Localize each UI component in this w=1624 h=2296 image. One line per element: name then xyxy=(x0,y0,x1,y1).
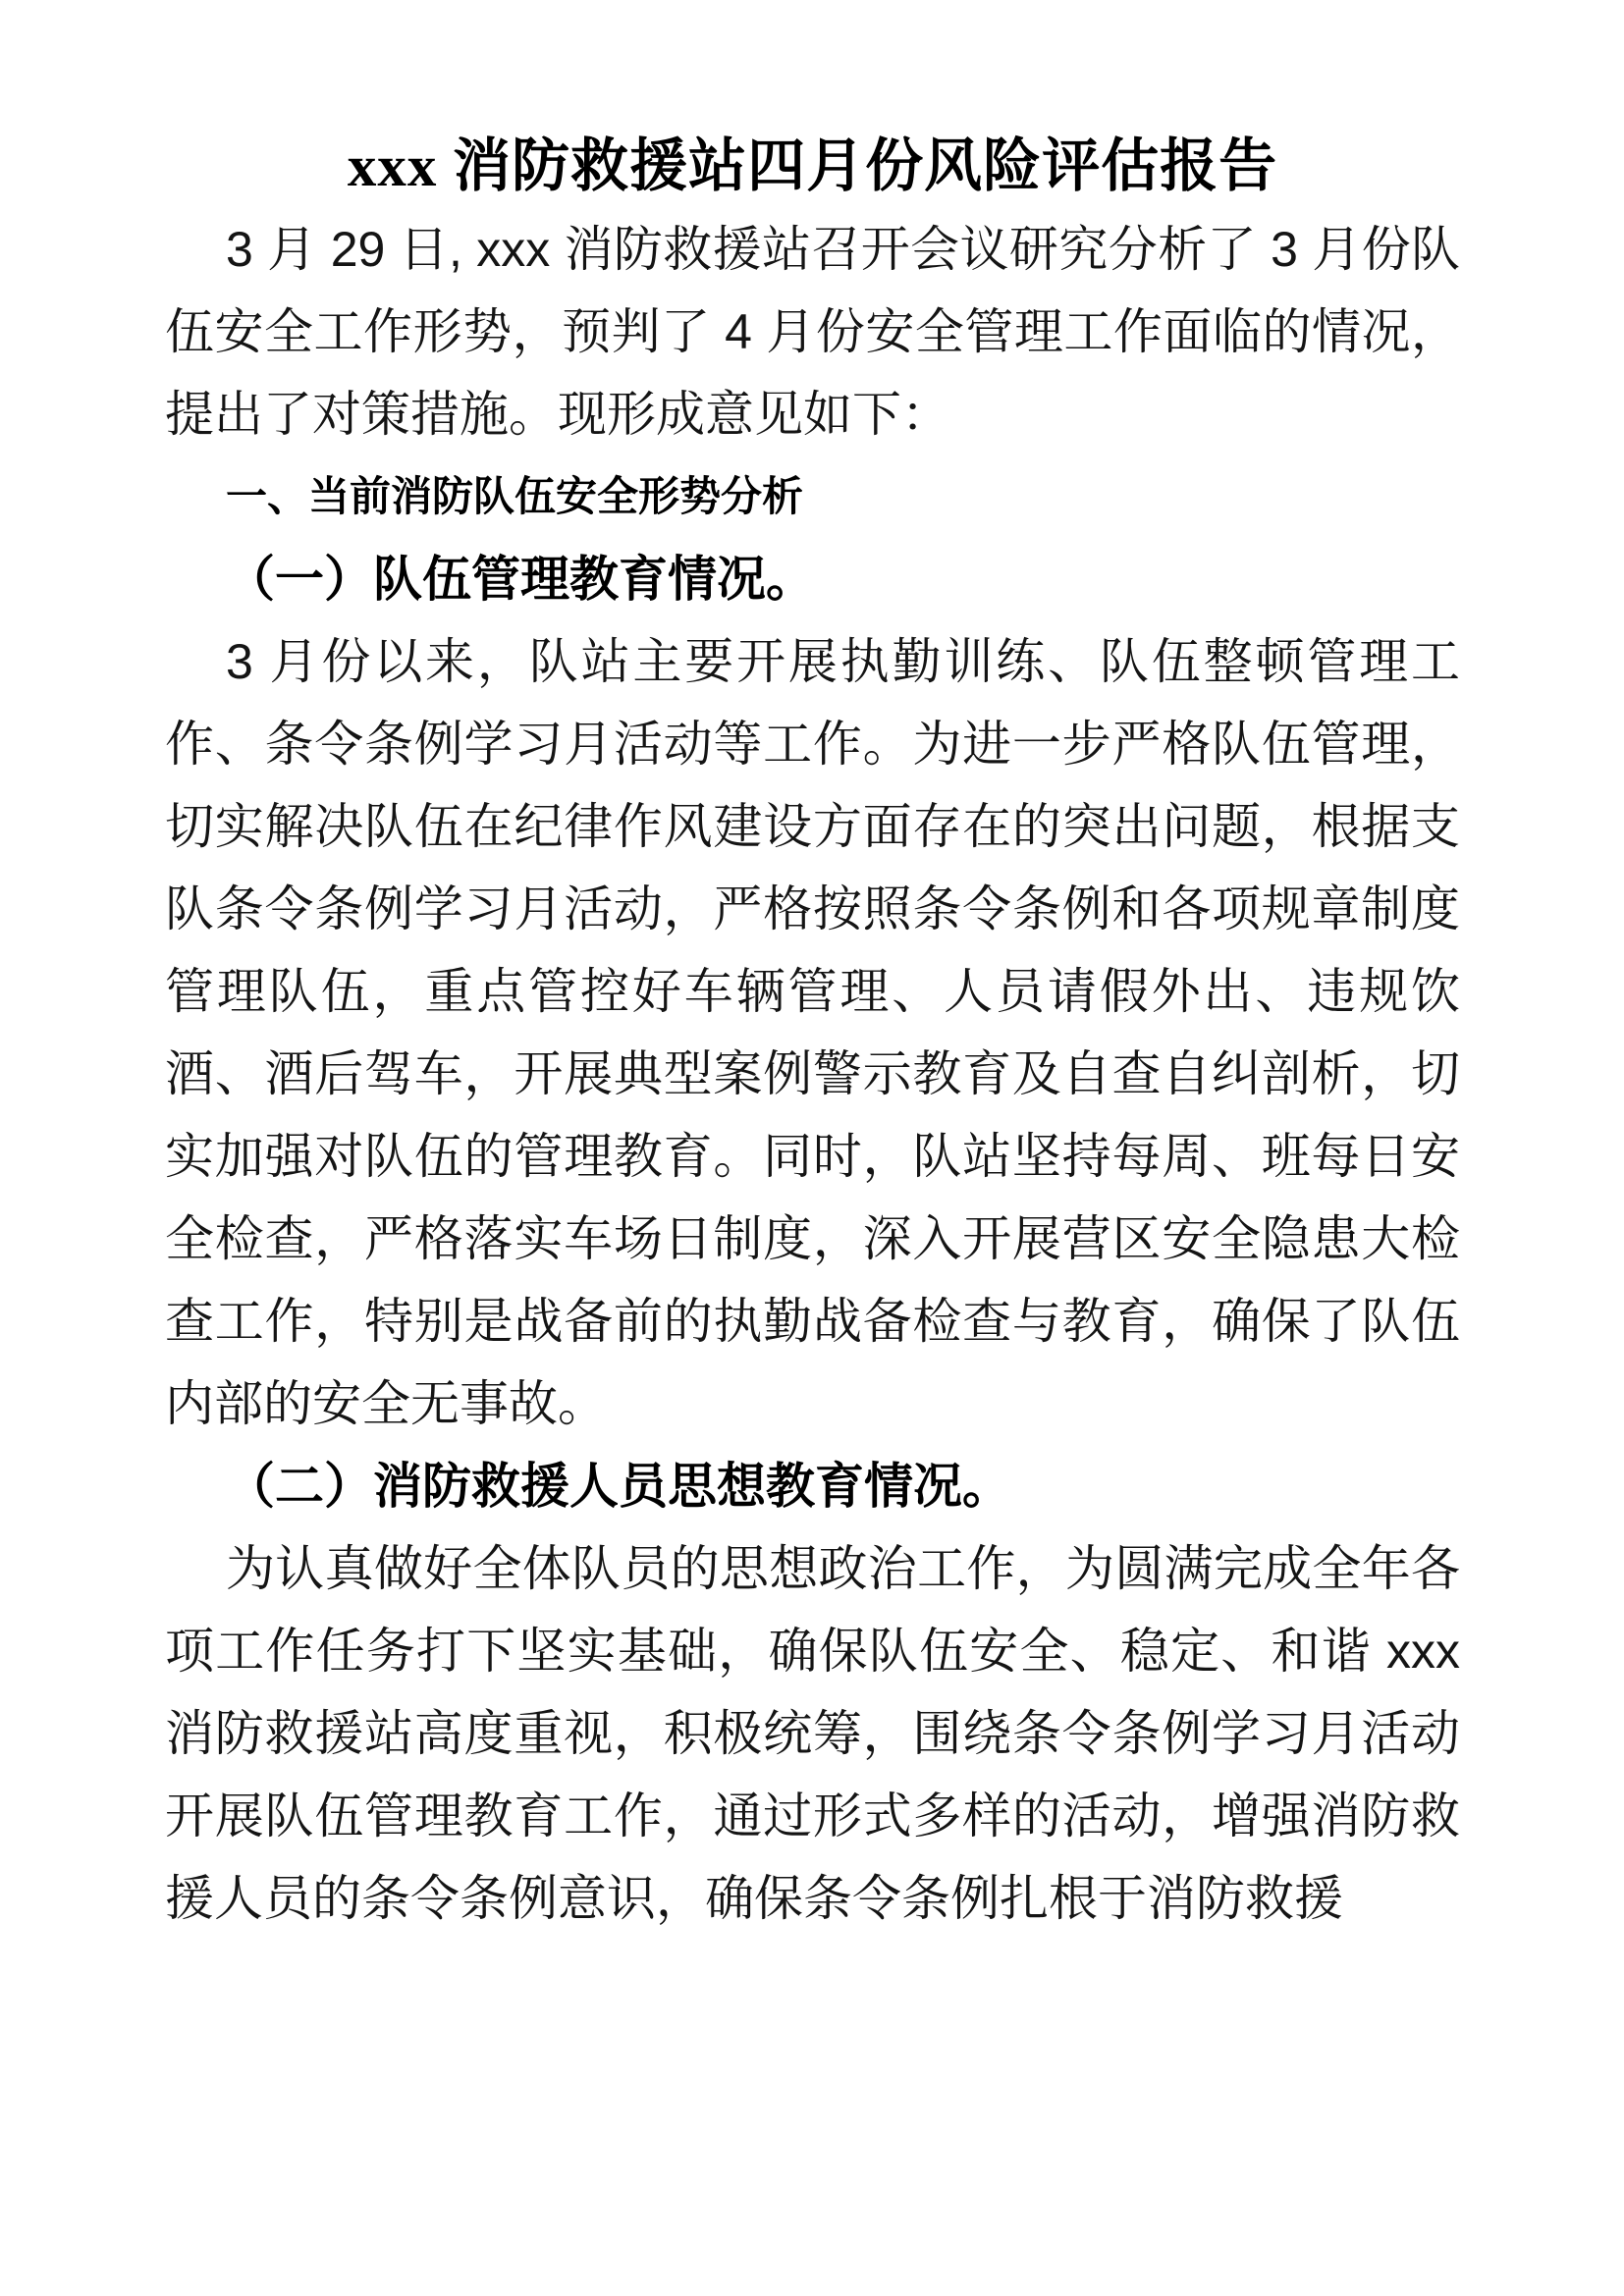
section-1-heading: 一、当前消防队伍安全形势分析 xyxy=(226,473,804,519)
subsection-2-heading: （二）消防救援人员思想教育情况。 xyxy=(226,1459,1011,1514)
paragraph-management-education: 3 月份以来，队站主要开展执勤训练、队伍整顿管理工作、条令条例学习月活动等工作。为进一步严格队伍管理，切实解决队伍在纪律作风建设方面存在的突出问题，根据支队条令条例学习月活动，严格按照条令条例和各项规章制度管理队伍，重点管控好车辆管理、人员请假外出、违规饮酒、酒后驾车，开展典型案例警示教育及自查自纠剖析，切实加强对队伍的管理教育。同时，队站坚持每周、班每日安全检查，严格落实车场日制度，深入开展营区安全隐患大检查工作，特别是战备前的执勤战备检查与教育，确保了队伍内部的安全无事故。 xyxy=(165,634,1460,1431)
document-title: xxx 消防救援站四月份风险评估报告 xyxy=(347,133,1278,198)
intro-paragraph: 3 月 29 日, xxx 消防救援站召开会议研究分析了 3 月份队伍安全工作形势，预判了 4 月份安全管理工作面临的情况，提出了对策措施。现形成意见如下： xyxy=(165,222,1460,442)
paragraph-ideological-education: 为认真做好全体队员的思想政治工作，为圆满完成全年各项工作任务打下坚实基础，确保队伍安全、稳定、和谐 xxx 消防救援站高度重视，积极统筹，围绕条令条例学习月活动开展队伍管理教育工作，通过形式多样的活动，增强消防救援人员的条令条例意识，确保条令条例扎根于消防救援 xyxy=(165,1541,1460,1926)
subsection-1-heading: （一）队伍管理教育情况。 xyxy=(226,552,815,607)
